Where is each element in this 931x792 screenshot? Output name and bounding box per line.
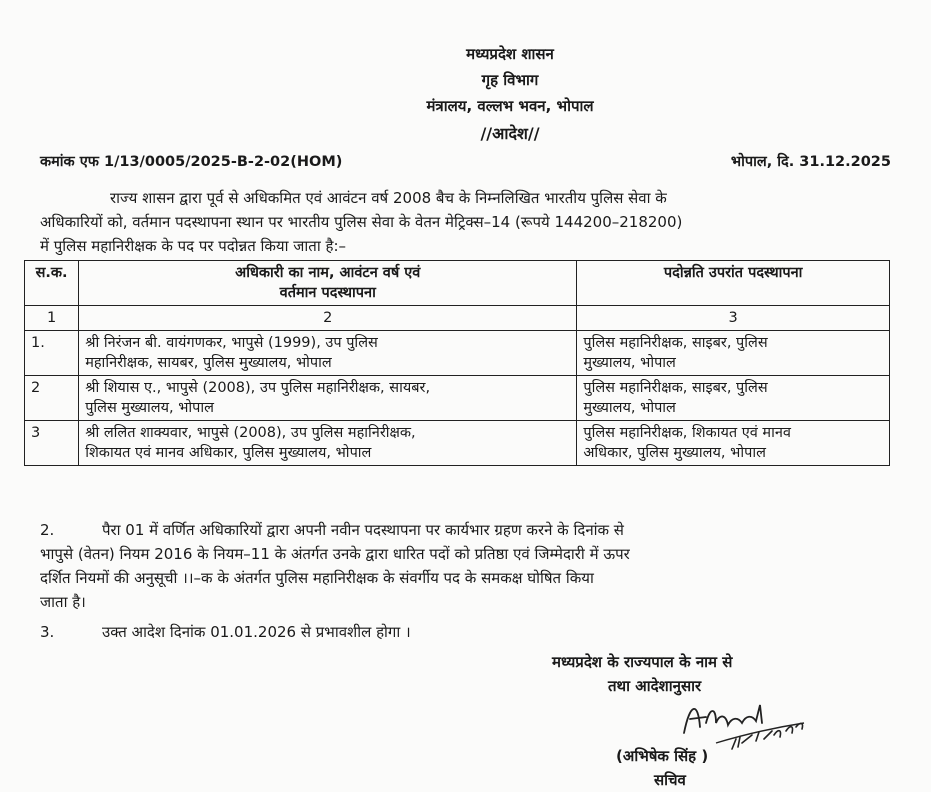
handwritten-signature [676,693,816,753]
row-sno: 2 [25,376,79,421]
para2-line-1 [40,518,890,542]
para2-text-1: पैरा 01 में वर्णित अधिकारियों द्वारा अपनी नवीन पदस्थापना पर कार्यभार ग्रहण करने के दिनांक से [102,521,624,539]
row-posting-line2: अधिकार, पुलिस मुख्यालय, भोपाल [583,445,766,461]
signature-authority-line1: मध्यप्रदेश के राज्यपाल के नाम से [552,653,733,671]
col-number-1: 1 [25,306,79,331]
promotion-table [24,260,890,466]
header-sno: स.क. [25,261,79,306]
para2-line-3: दर्शित नियमों की अनुसूची ।।–क के अंतर्गत पुलिस महानिरीक्षक के संवर्गीय पद के समकक्ष घोषित किया [40,569,594,587]
header-officer-line2: वर्तमान पदस्थापना [279,285,376,301]
para3-number: 3. [40,623,55,641]
row-officer-line2: महानिरीक्षक, सायबर, पुलिस मुख्यालय, भोपाल [85,355,332,371]
intro-paragraph [40,186,890,258]
para2-line-2: भापुसे (वेतन) नियम 2016 के नियम–11 के अंतर्गत उनके द्वारा धारित पदों को प्रतिष्ठा एवं जिम्मेदारी में ऊपर [40,545,630,563]
row-sno: 3 [25,421,79,466]
row-posting [577,421,890,466]
col-number-3: 3 [577,306,890,331]
row-posting-line2: मुख्यालय, भोपाल [583,355,676,371]
order-place-date: भोपाल, दि. 31.12.2025 [730,154,891,170]
column-number-row [25,306,890,331]
row-officer-line1: श्री ललित शाक्यवार, भापुसे (2008), उप पुलिस महानिरीक्षक, [85,425,416,441]
row-officer-line2: शिकायत एवं मानव अधिकार, पुलिस मुख्यालय, भोपाल [85,445,372,461]
row-officer [79,421,577,466]
header-officer [79,261,577,306]
row-officer-line1: श्री निरंजन बी. वायंगणकर, भापुसे (1999), उप पुलिस [85,335,378,351]
para3-text: उक्त आदेश दिनांक 01.01.2026 से प्रभावशील होगा । [102,623,411,641]
header-address: मंत्रालय, वल्लभ भवन, भोपाल [426,97,594,115]
row-sno: 1. [25,331,79,376]
intro-line-3: में पुलिस महानिरीक्षक के पद पर पदोन्नत किया जाता है:– [40,237,347,255]
para2-number: 2. [40,521,55,539]
intro-line-1: राज्य शासन द्वारा पूर्व से अधिकमित एवं आवंटन वर्ष 2008 बैच के निम्नलिखित भारतीय पुलिस सेवा के [110,189,667,207]
table-header-row [25,261,890,306]
table-row [25,421,890,466]
row-posting-line1: पुलिस महानिरीक्षक, शिकायत एवं मानव [583,425,791,441]
header-department: गृह विभाग [481,71,539,89]
row-posting-line1: पुलिस महानिरीक्षक, साइबर, पुलिस [583,380,768,396]
intro-line-2: अधिकारियों को, वर्तमान पदस्थापना स्थान पर भारतीय पुलिस सेवा के वेतन मेट्रिक्स–14 (रूपये 144200–218200) [40,213,683,231]
header-posting: पदोन्नति उपरांत पदस्थापना [577,261,890,306]
paragraph-3 [40,622,411,642]
row-officer-line2: पुलिस मुख्यालय, भोपाल [85,400,214,416]
table-row [25,331,890,376]
header-order-title: //आदेश// [480,124,540,143]
row-posting-line2: मुख्यालय, भोपाल [583,400,676,416]
header-govt: मध्यप्रदेश शासन [466,45,554,63]
row-posting [577,376,890,421]
row-posting [577,331,890,376]
col-number-2: 2 [79,306,577,331]
row-posting-line1: पुलिस महानिरीक्षक, साइबर, पुलिस [583,335,768,351]
row-officer [79,376,577,421]
row-officer [79,331,577,376]
signatory-designation: सचिव [654,771,686,789]
header-officer-line1: अधिकारी का नाम, आवंटन वर्ष एवं [235,265,421,281]
order-number: कमांक एफ 1/13/0005/2025-B-2-02(HOM) [40,154,343,170]
para2-line-4: जाता है। [40,593,86,611]
signature-authority-line2: तथा आदेशानुसार [608,677,702,695]
signatory-name: (अभिषेक सिंह ) [616,747,709,765]
table-row [25,376,890,421]
row-officer-line1: श्री शियास ए., भापुसे (2008), उप पुलिस महानिरीक्षक, सायबर, [85,380,431,396]
paragraph-2 [40,518,890,614]
